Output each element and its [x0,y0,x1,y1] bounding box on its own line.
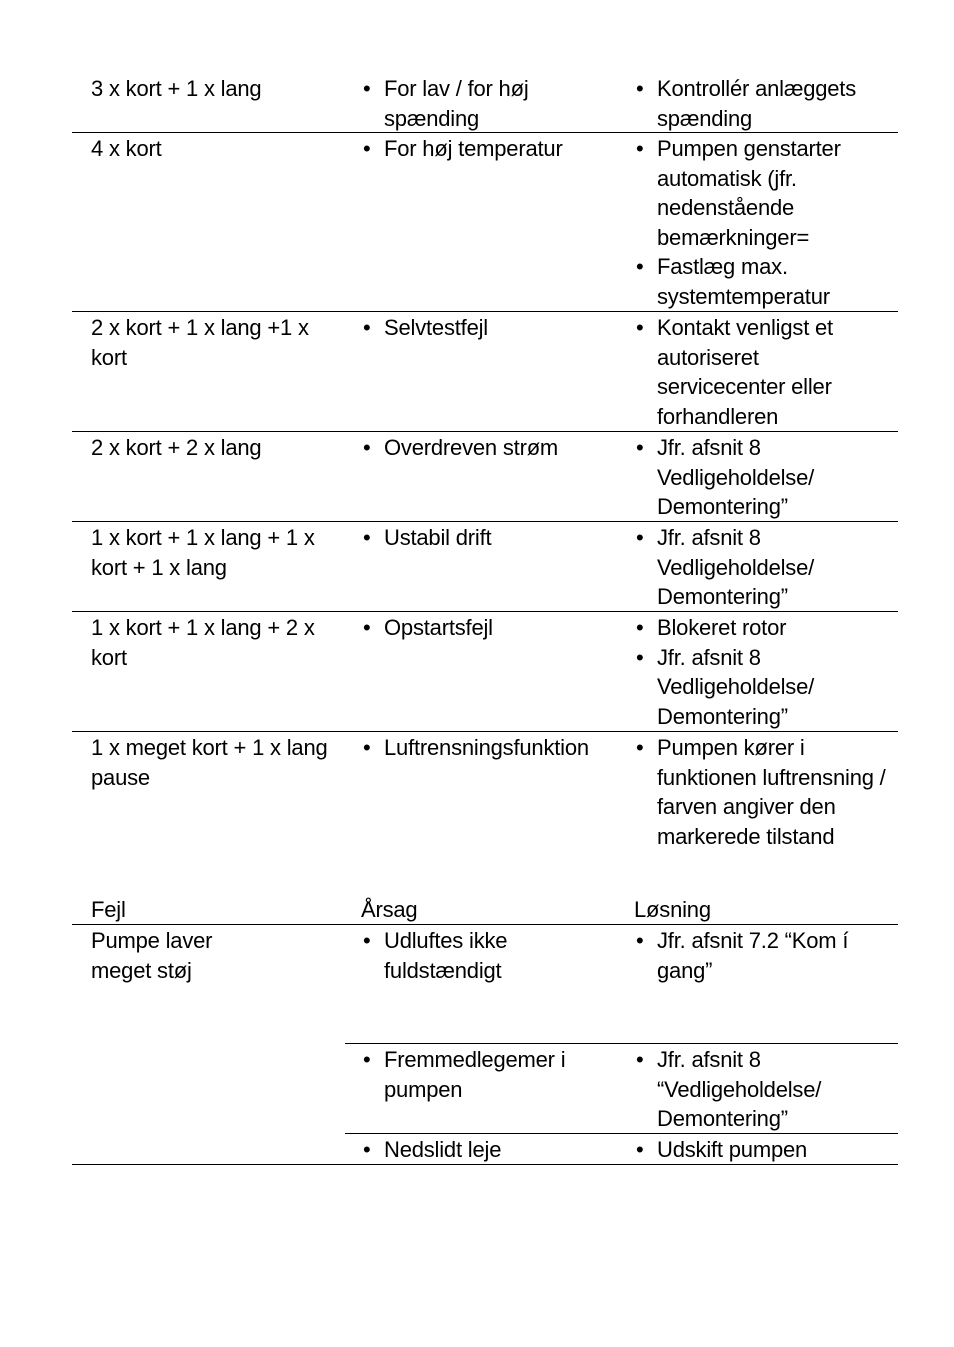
solution-item: • Jfr. afsnit 8 “Vedligeholdelse/ Demontering” [634,1045,837,1134]
solution-list [634,134,896,311]
table-bottom-rule [72,1164,898,1165]
header-solution: Løsning [634,897,711,922]
row-divider [72,311,898,312]
cause-list [361,1135,616,1165]
solution-item: • Jfr. afsnit 7.2 “Kom í gang” [634,926,857,985]
solution-item: • Kontrollér anlæggets spænding [634,74,887,133]
solution-item: • Fastlæg max. systemtemperatur [634,252,857,311]
cause-list [361,313,616,343]
cause-item: • Selvtestfejl [361,313,616,343]
solution-item: • Pumpen kører i funktionen luftrensning / farven angiver den markerede tilstand [634,733,897,851]
cause-list [361,523,616,553]
row-divider [345,1043,898,1044]
fault-cell: 2 x kort + 1 x lang +1 x kort [91,315,309,370]
cause-item: • For høj temperatur [361,134,616,164]
header-cause: Årsag [361,897,418,922]
cause-item: • Ustabil drift [361,523,616,553]
row-divider [72,431,898,432]
solution-item: • Jfr. afsnit 8 Vedligeholdelse/ Demontering” [634,433,837,522]
solution-list [634,926,896,985]
solution-list [634,313,896,431]
solution-list [634,733,896,851]
fault-cell: 4 x kort [91,136,162,161]
cause-item: • Opstartsfejl [361,613,616,643]
row-divider [345,1133,898,1134]
fault-cell: Pumpe laver meget støj [91,928,213,983]
row-divider [72,611,898,612]
cause-list [361,1045,616,1104]
cause-item: • Luftrensningsfunktion [361,733,616,763]
cause-item: • Overdreven strøm [361,433,616,463]
cause-item: • Udluftes ikke fuldstændigt [361,926,544,985]
solution-list [634,433,896,522]
cause-list [361,74,616,133]
cause-list [361,733,616,763]
solution-item: • Kontakt venligst et autoriseret servicecenter eller forhandleren [634,313,857,431]
cause-list [361,926,616,985]
fault-cell: 1 x meget kort + 1 x lang pause [91,735,328,790]
cause-list [361,613,616,643]
fault-cell: 2 x kort + 2 x lang [91,435,262,460]
solution-list [634,523,896,612]
solution-item: • Blokeret rotor [634,613,896,643]
row-divider [72,521,898,522]
cause-item: • Fremmedlegemer i pumpen [361,1045,574,1104]
row-divider [72,132,898,133]
solution-list [634,1135,896,1165]
fault-cell: 3 x kort + 1 x lang [91,76,262,101]
header-divider [72,924,898,925]
cause-list [361,134,616,164]
solution-item: • Udskift pumpen [634,1135,896,1165]
fault-cell: 1 x kort + 1 x lang + 1 x kort + 1 x lang [91,525,315,580]
solution-list [634,74,896,133]
solution-item: • Jfr. afsnit 8 Vedligeholdelse/ Demontering” [634,523,837,612]
solution-list [634,1045,896,1134]
cause-list [361,433,616,463]
header-fault: Fejl [91,897,126,922]
fault-cell: 1 x kort + 1 x lang + 2 x kort [91,615,315,670]
cause-item: • For lav / for høj spænding [361,74,554,133]
row-divider [72,731,898,732]
solution-item: • Jfr. afsnit 8 Vedligeholdelse/ Demontering” [634,643,837,732]
solution-item: • Pumpen genstarter automatisk (jfr. nedenstående bemærkninger= [634,134,847,252]
solution-list [634,613,896,731]
cause-item: • Nedslidt leje [361,1135,616,1165]
